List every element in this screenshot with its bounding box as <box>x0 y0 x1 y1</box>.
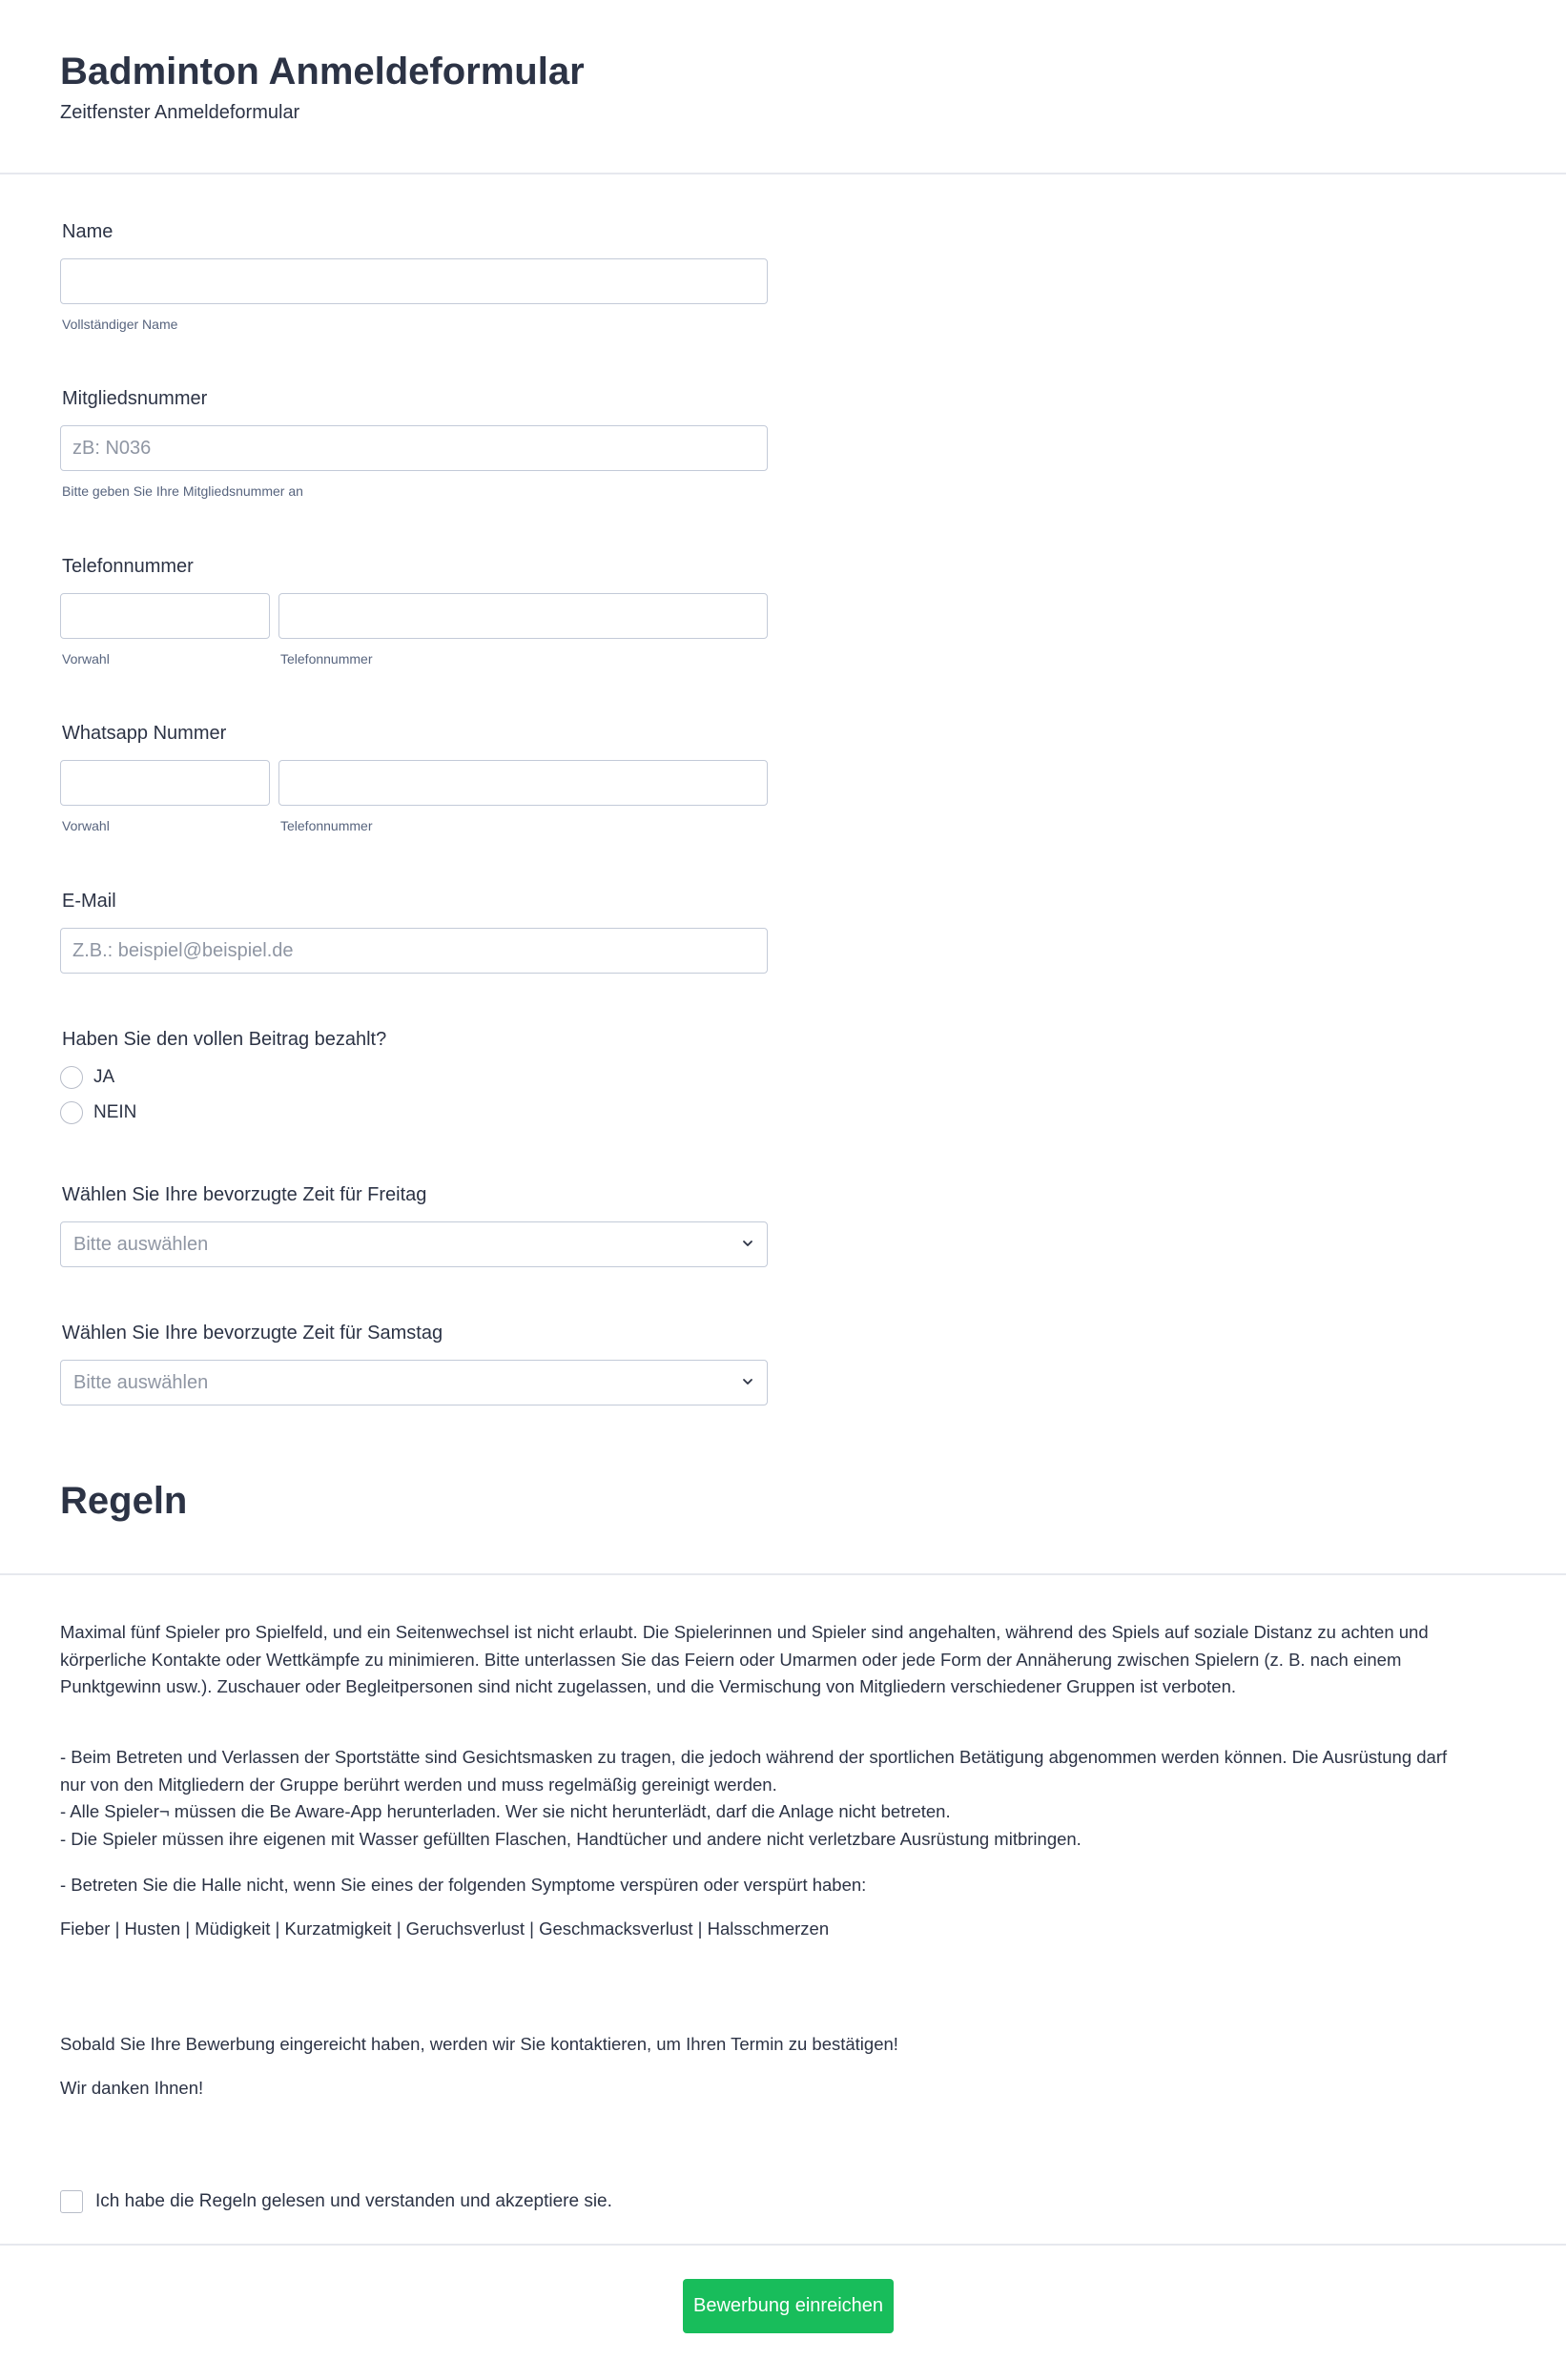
phone-label: Telefonnummer <box>62 556 194 577</box>
footer-divider <box>0 2244 1566 2246</box>
member-number-sublabel: Bitte geben Sie Ihre Mitgliedsnummer an <box>62 483 303 499</box>
rules-intro <box>60 1619 1510 1701</box>
accept-rules-option[interactable] <box>60 2189 612 2214</box>
whatsapp-number-input[interactable] <box>278 760 768 806</box>
radio-option-label: JA <box>93 1067 115 1087</box>
radio-button[interactable] <box>60 1101 83 1124</box>
rules-text-line: - Die Spieler müssen ihre eigenen mit Wasser gefüllten Flaschen, Handtücher und andere nicht verletzbare Ausrüstung mitbringen. <box>60 1828 1082 1849</box>
accept-rules-checkbox[interactable] <box>60 2190 83 2213</box>
phone-number-input[interactable] <box>278 593 768 639</box>
rules-text-line: nur von den Mitgliedern der Gruppe berührt werden und muss regelmäßig gereinigt werden. <box>60 1774 777 1795</box>
phone-number-sublabel: Telefonnummer <box>280 651 373 667</box>
rules-list <box>60 1744 1510 1853</box>
member-number-label: Mitgliedsnummer <box>62 388 208 409</box>
contact-note: Sobald Sie Ihre Bewerbung eingereicht haben, werden wir Sie kontaktieren, um Ihren Termin zu bestätigen! <box>60 2034 898 2054</box>
rules-text-line: körperliche Kontakte oder Wettkämpfe zu minimieren. Bitte unterlassen Sie das Feiern oder Umarmen oder jede Form der Annäherung zwischen Spielern (z. B. nach einem <box>60 1649 1402 1670</box>
rules-title: Regeln <box>60 1480 188 1522</box>
symptoms-intro: - Betreten Sie die Halle nicht, wenn Sie eines der folgenden Symptome verspüren oder verspürt haben: <box>60 1875 867 1895</box>
member-number-input[interactable] <box>60 425 768 471</box>
rules-text-line: - Beim Betreten und Verlassen der Sportstätte sind Gesichtsmasken zu tragen, die jedoch während der sportlichen Betätigung abgenommen werden können. Die Ausrüstung darf <box>60 1747 1448 1767</box>
whatsapp-number-sublabel: Telefonnummer <box>280 818 373 833</box>
chevron-down-icon <box>740 1374 755 1389</box>
rules-text-line: - Alle Spieler¬ müssen die Be Aware-App herunterladen. Wer sie nicht herunterlädt, darf die Anlage nicht betreten. <box>60 1801 951 1821</box>
name-sublabel: Vollständiger Name <box>62 317 178 332</box>
friday-time-label: Wählen Sie Ihre bevorzugte Zeit für Freitag <box>62 1184 427 1205</box>
radio-option-label: NEIN <box>93 1102 137 1122</box>
phone-area-input[interactable] <box>60 593 270 639</box>
whatsapp-label: Whatsapp Nummer <box>62 723 227 744</box>
select-value: Bitte auswählen <box>73 1234 209 1255</box>
rules-text-line: Punktgewinn usw.). Zuschauer oder Begleitpersonen sind nicht zugelassen, und die Vermischung von Mitgliedern verschiedener Gruppen ist verboten. <box>60 1676 1237 1696</box>
form-header <box>0 0 1566 174</box>
phone-area-sublabel: Vorwahl <box>62 651 110 667</box>
email-input[interactable] <box>60 928 768 974</box>
form-subtitle: Zeitfenster Anmeldeformular <box>60 102 300 123</box>
select-value: Bitte auswählen <box>73 1372 209 1393</box>
submit-button[interactable]: Bewerbung einreichen <box>683 2279 894 2333</box>
whatsapp-area-input[interactable] <box>60 760 270 806</box>
accept-rules-label: Ich habe die Regeln gelesen und verstanden und akzeptiere sie. <box>95 2191 612 2211</box>
symptoms-list: Fieber | Husten | Müdigkeit | Kurzatmigkeit | Geruchsverlust | Geschmacksverlust | Halsschmerzen <box>60 1918 830 1939</box>
form-title: Badminton Anmeldeformular <box>60 51 585 92</box>
radio-option-nein[interactable] <box>60 1100 136 1125</box>
chevron-down-icon <box>740 1236 755 1251</box>
saturday-time-label: Wählen Sie Ihre bevorzugte Zeit für Samstag <box>62 1323 443 1344</box>
radio-button[interactable] <box>60 1066 83 1089</box>
whatsapp-area-sublabel: Vorwahl <box>62 818 110 833</box>
rules-divider <box>0 1573 1566 1575</box>
radio-option-ja[interactable] <box>60 1065 114 1090</box>
saturday-time-select[interactable] <box>60 1360 768 1405</box>
rules-text-line: Maximal fünf Spieler pro Spielfeld, und ein Seitenwechsel ist nicht erlaubt. Die Spielerinnen und Spieler sind angehalten, während des Spiels auf soziale Distanz zu achten und <box>60 1622 1429 1642</box>
name-label: Name <box>62 221 113 242</box>
name-input[interactable] <box>60 258 768 304</box>
paid-question-label: Haben Sie den vollen Beitrag bezahlt? <box>62 1029 387 1050</box>
thanks-note: Wir danken Ihnen! <box>60 2078 204 2098</box>
email-label: E-Mail <box>62 891 116 912</box>
friday-time-select[interactable] <box>60 1221 768 1267</box>
